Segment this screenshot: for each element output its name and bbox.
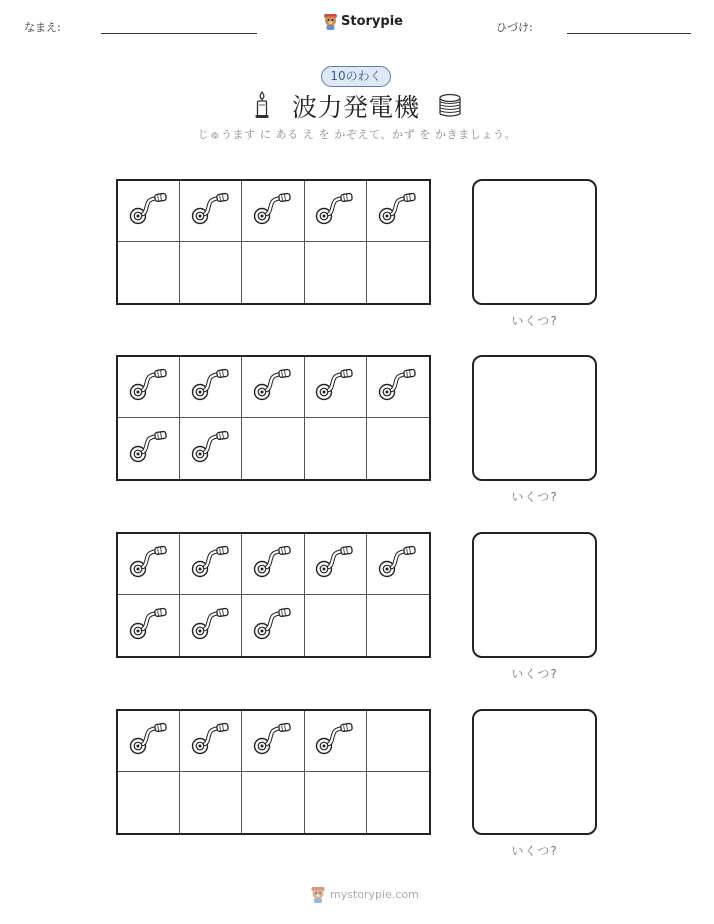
candle-icon [254, 91, 270, 119]
answer-label: いくつ? [511, 844, 558, 858]
ten-frame [116, 179, 431, 305]
frame-cell [242, 418, 304, 479]
wave-generator-icon [253, 720, 293, 762]
frame-cell [118, 772, 180, 833]
wave-generator-icon [315, 543, 355, 585]
answer-label: いくつ? [511, 314, 558, 328]
frame-cell [180, 595, 242, 656]
wave-generator-icon [191, 190, 231, 232]
date-line[interactable] [567, 33, 691, 34]
wave-generator-icon [129, 605, 169, 647]
bear-logo-icon [323, 13, 338, 30]
coil-icon [437, 93, 463, 119]
frame-cell [180, 357, 242, 418]
wave-generator-icon [191, 543, 231, 585]
bear-logo-icon [310, 886, 326, 903]
frame-cell [242, 357, 304, 418]
frame-cell [367, 242, 429, 303]
frame-cell [118, 534, 180, 595]
wave-generator-icon [253, 605, 293, 647]
frame-cell [367, 534, 429, 595]
ten-frame [116, 532, 431, 658]
footer-url: mystorypie.com [330, 888, 419, 901]
wave-generator-icon [253, 543, 293, 585]
frame-cell [305, 534, 367, 595]
frame-cell [180, 534, 242, 595]
frame-cell [118, 181, 180, 242]
frame-cell [118, 357, 180, 418]
instruction-text: じゅうます に ある え を かぞえて、かず を かきましょう。 [197, 128, 517, 141]
brand-name: Storypie [341, 14, 403, 29]
frame-cell [118, 242, 180, 303]
answer-box[interactable] [472, 179, 597, 305]
frame-cell [180, 181, 242, 242]
wave-generator-icon [378, 190, 418, 232]
date-label: ひづけ: [496, 21, 533, 34]
name-label: なまえ: [24, 21, 61, 34]
frame-cell [180, 242, 242, 303]
frame-cell [118, 595, 180, 656]
name-line[interactable] [101, 33, 257, 34]
ten-frame [116, 355, 431, 481]
frame-cell [180, 711, 242, 772]
ten-frame-badge: 10のわく [321, 66, 391, 87]
frame-cell [305, 242, 367, 303]
frame-cell [242, 595, 304, 656]
wave-generator-icon [315, 366, 355, 408]
wave-generator-icon [315, 720, 355, 762]
answer-box[interactable] [472, 709, 597, 835]
wave-generator-icon [191, 720, 231, 762]
frame-cell [242, 242, 304, 303]
wave-generator-icon [129, 543, 169, 585]
wave-generator-icon [129, 190, 169, 232]
wave-generator-icon [191, 605, 231, 647]
frame-cell [118, 418, 180, 479]
wave-generator-icon [378, 366, 418, 408]
frame-cell [305, 711, 367, 772]
frame-cell [305, 595, 367, 656]
frame-cell [118, 711, 180, 772]
frame-cell [242, 534, 304, 595]
frame-cell [305, 418, 367, 479]
wave-generator-icon [191, 428, 231, 470]
page-title: 波力発電機 [292, 93, 420, 122]
wave-generator-icon [378, 543, 418, 585]
wave-generator-icon [129, 428, 169, 470]
wave-generator-icon [129, 366, 169, 408]
frame-cell [367, 181, 429, 242]
frame-cell [305, 772, 367, 833]
frame-cell [367, 711, 429, 772]
frame-cell [242, 711, 304, 772]
frame-cell [242, 772, 304, 833]
frame-cell [367, 357, 429, 418]
wave-generator-icon [191, 366, 231, 408]
answer-label: いくつ? [511, 490, 558, 504]
footer [310, 886, 419, 903]
frame-cell [180, 418, 242, 479]
frame-cell [367, 772, 429, 833]
frame-cell [180, 772, 242, 833]
wave-generator-icon [253, 366, 293, 408]
wave-generator-icon [315, 190, 355, 232]
brand [323, 13, 403, 30]
frame-cell [305, 181, 367, 242]
wave-generator-icon [129, 720, 169, 762]
frame-cell [367, 595, 429, 656]
answer-box[interactable] [472, 355, 597, 481]
frame-cell [305, 357, 367, 418]
answer-box[interactable] [472, 532, 597, 658]
frame-cell [242, 181, 304, 242]
wave-generator-icon [253, 190, 293, 232]
answer-label: いくつ? [511, 667, 558, 681]
frame-cell [367, 418, 429, 479]
ten-frame [116, 709, 431, 835]
